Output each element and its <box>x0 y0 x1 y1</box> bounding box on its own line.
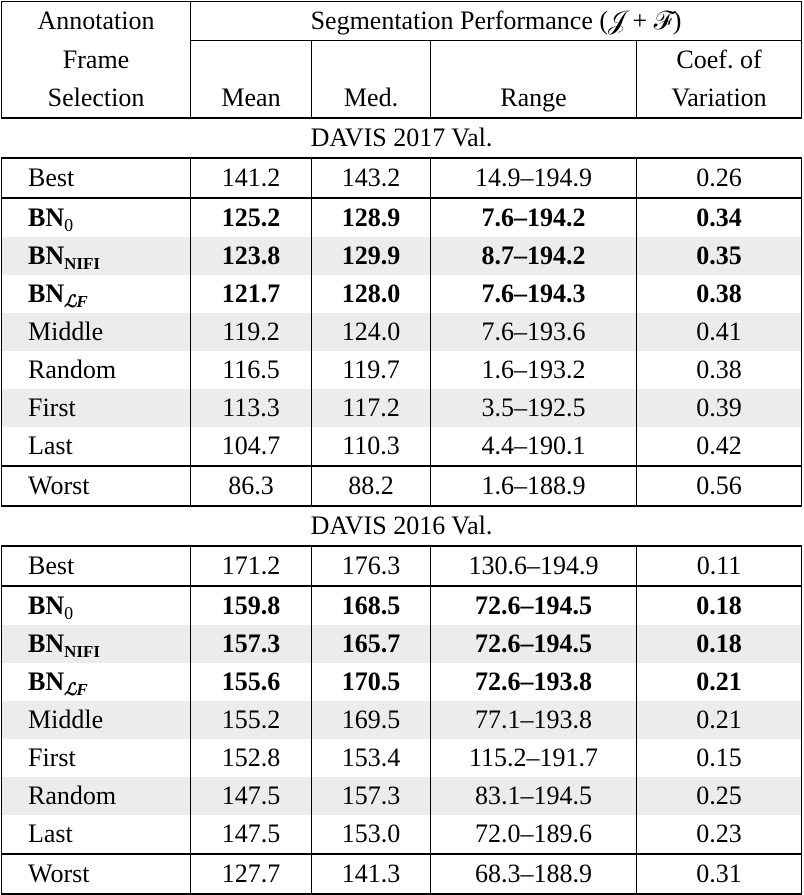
range-cell: 7.6–194.3 <box>431 275 637 313</box>
table-row <box>2 739 802 777</box>
method-cell <box>2 351 191 389</box>
cov-cell: 0.21 <box>637 701 802 739</box>
method-name: First <box>28 393 76 422</box>
median-cell: 153.4 <box>312 739 431 777</box>
method-cell <box>2 777 191 815</box>
cov-cell: 0.18 <box>637 625 802 663</box>
frame-header-line1: Annotation <box>2 2 191 41</box>
method-cell <box>2 625 191 663</box>
table-row <box>2 777 802 815</box>
cov-cell: 0.56 <box>637 466 802 506</box>
median-cell: 169.5 <box>312 701 431 739</box>
table-row <box>2 466 802 506</box>
method-cell <box>2 466 191 506</box>
table-row <box>2 625 802 663</box>
mean-cell: 104.7 <box>191 427 312 466</box>
median-cell: 129.9 <box>312 237 431 275</box>
range-cell: 72.0–189.6 <box>431 815 637 854</box>
median-cell: 157.3 <box>312 777 431 815</box>
mean-cell: 116.5 <box>191 351 312 389</box>
method-cell <box>2 313 191 351</box>
cov-cell: 0.35 <box>637 237 802 275</box>
header-row-2 <box>2 41 802 80</box>
results-table <box>1 1 802 895</box>
method-name: Random <box>28 355 117 384</box>
mean-header-spacer <box>191 41 312 80</box>
cov-cell: 0.15 <box>637 739 802 777</box>
mean-cell: 152.8 <box>191 739 312 777</box>
table-row <box>2 663 802 701</box>
cov-cell: 0.39 <box>637 389 802 427</box>
section-title: DAVIS 2017 Val. <box>2 118 802 158</box>
mean-cell: 157.3 <box>191 625 312 663</box>
table-row <box>2 237 802 275</box>
method-name: BN <box>28 203 65 232</box>
range-cell: 7.6–194.2 <box>431 198 637 237</box>
cov-cell: 0.11 <box>637 546 802 586</box>
median-cell: 119.7 <box>312 351 431 389</box>
median-cell: 110.3 <box>312 427 431 466</box>
method-name: Best <box>28 163 75 192</box>
method-name: BN <box>28 279 65 308</box>
table-row <box>2 275 802 313</box>
method-name: Middle <box>28 705 104 734</box>
method-cell <box>2 275 191 313</box>
median-cell: 88.2 <box>312 466 431 506</box>
method-cell <box>2 701 191 739</box>
mean-cell: 127.7 <box>191 854 312 894</box>
table-row <box>2 313 802 351</box>
cov-cell: 0.38 <box>637 351 802 389</box>
mean-cell: 123.8 <box>191 237 312 275</box>
median-header-spacer <box>312 41 431 80</box>
section-heading-row <box>2 506 802 546</box>
median-cell: 153.0 <box>312 815 431 854</box>
method-name: Middle <box>28 317 104 346</box>
mean-cell: 147.5 <box>191 815 312 854</box>
method-cell <box>2 546 191 586</box>
method-name: Last <box>28 431 73 460</box>
mean-header: Mean <box>191 79 312 118</box>
range-cell: 7.6–193.6 <box>431 313 637 351</box>
range-cell: 1.6–193.2 <box>431 351 637 389</box>
method-name: Worst <box>28 859 90 888</box>
method-name: Best <box>28 551 75 580</box>
section-title: DAVIS 2016 Val. <box>2 506 802 546</box>
median-cell: 143.2 <box>312 158 431 198</box>
median-header: Med. <box>312 79 431 118</box>
cov-cell: 0.41 <box>637 313 802 351</box>
median-cell: 168.5 <box>312 586 431 625</box>
method-subscript: ℒF <box>64 680 88 699</box>
method-cell <box>2 198 191 237</box>
table-row <box>2 815 802 854</box>
table-row <box>2 546 802 586</box>
cov-cell: 0.26 <box>637 158 802 198</box>
header-row-1 <box>2 2 802 41</box>
method-name: First <box>28 743 76 772</box>
range-cell: 77.1–193.8 <box>431 701 637 739</box>
range-header-spacer <box>431 41 637 80</box>
cov-cell: 0.31 <box>637 854 802 894</box>
mean-cell: 155.2 <box>191 701 312 739</box>
table-row <box>2 427 802 466</box>
mean-cell: 155.6 <box>191 663 312 701</box>
table-row <box>2 586 802 625</box>
range-header: Range <box>431 79 637 118</box>
cov-header-line1: Coef. of <box>637 41 802 80</box>
range-cell: 3.5–192.5 <box>431 389 637 427</box>
method-name: BN <box>28 667 65 696</box>
mean-cell: 119.2 <box>191 313 312 351</box>
cov-cell: 0.21 <box>637 663 802 701</box>
mean-cell: 147.5 <box>191 777 312 815</box>
table-row <box>2 854 802 894</box>
cov-cell: 0.23 <box>637 815 802 854</box>
range-cell: 72.6–194.5 <box>431 625 637 663</box>
method-name: Random <box>28 781 117 810</box>
mean-cell: 125.2 <box>191 198 312 237</box>
method-cell <box>2 389 191 427</box>
cov-header-line2: Variation <box>637 79 802 118</box>
mean-cell: 159.8 <box>191 586 312 625</box>
mean-cell: 113.3 <box>191 389 312 427</box>
cov-cell: 0.25 <box>637 777 802 815</box>
method-name: Last <box>28 819 73 848</box>
method-subscript: 0 <box>64 215 74 235</box>
mean-cell: 86.3 <box>191 466 312 506</box>
method-subscript: NIFI <box>64 254 101 273</box>
method-cell <box>2 158 191 198</box>
median-cell: 117.2 <box>312 389 431 427</box>
median-cell: 128.0 <box>312 275 431 313</box>
median-cell: 128.9 <box>312 198 431 237</box>
range-cell: 72.6–194.5 <box>431 586 637 625</box>
cov-cell: 0.42 <box>637 427 802 466</box>
range-cell: 8.7–194.2 <box>431 237 637 275</box>
median-cell: 124.0 <box>312 313 431 351</box>
mean-cell: 121.7 <box>191 275 312 313</box>
frame-header-line2: Frame <box>2 41 191 80</box>
table-row <box>2 198 802 237</box>
method-cell <box>2 237 191 275</box>
method-cell <box>2 586 191 625</box>
mean-cell: 141.2 <box>191 158 312 198</box>
range-cell: 68.3–188.9 <box>431 854 637 894</box>
median-cell: 165.7 <box>312 625 431 663</box>
method-subscript: 0 <box>64 603 74 623</box>
table-row <box>2 351 802 389</box>
method-name: BN <box>28 241 65 270</box>
frame-header-line3: Selection <box>2 79 191 118</box>
range-cell: 14.9–194.9 <box>431 158 637 198</box>
range-cell: 130.6–194.9 <box>431 546 637 586</box>
header-row-3 <box>2 79 802 118</box>
section-heading-row <box>2 118 802 158</box>
method-subscript: NIFI <box>64 642 101 661</box>
range-cell: 72.6–193.8 <box>431 663 637 701</box>
method-cell <box>2 739 191 777</box>
range-cell: 4.4–190.1 <box>431 427 637 466</box>
method-name: BN <box>28 629 65 658</box>
median-cell: 141.3 <box>312 854 431 894</box>
results-table-body <box>2 2 802 895</box>
method-cell <box>2 815 191 854</box>
performance-header: Segmentation Performance (𝒥 + ℱ) <box>191 2 802 41</box>
cov-cell: 0.38 <box>637 275 802 313</box>
table-row <box>2 701 802 739</box>
method-name: Worst <box>28 471 90 500</box>
method-name: BN <box>28 591 65 620</box>
method-cell <box>2 427 191 466</box>
method-cell <box>2 854 191 894</box>
median-cell: 170.5 <box>312 663 431 701</box>
table-row <box>2 389 802 427</box>
cov-cell: 0.34 <box>637 198 802 237</box>
range-cell: 83.1–194.5 <box>431 777 637 815</box>
table-row <box>2 158 802 198</box>
method-subscript: ℒF <box>64 292 88 311</box>
range-cell: 1.6–188.9 <box>431 466 637 506</box>
median-cell: 176.3 <box>312 546 431 586</box>
mean-cell: 171.2 <box>191 546 312 586</box>
range-cell: 115.2–191.7 <box>431 739 637 777</box>
method-cell <box>2 663 191 701</box>
cov-cell: 0.18 <box>637 586 802 625</box>
